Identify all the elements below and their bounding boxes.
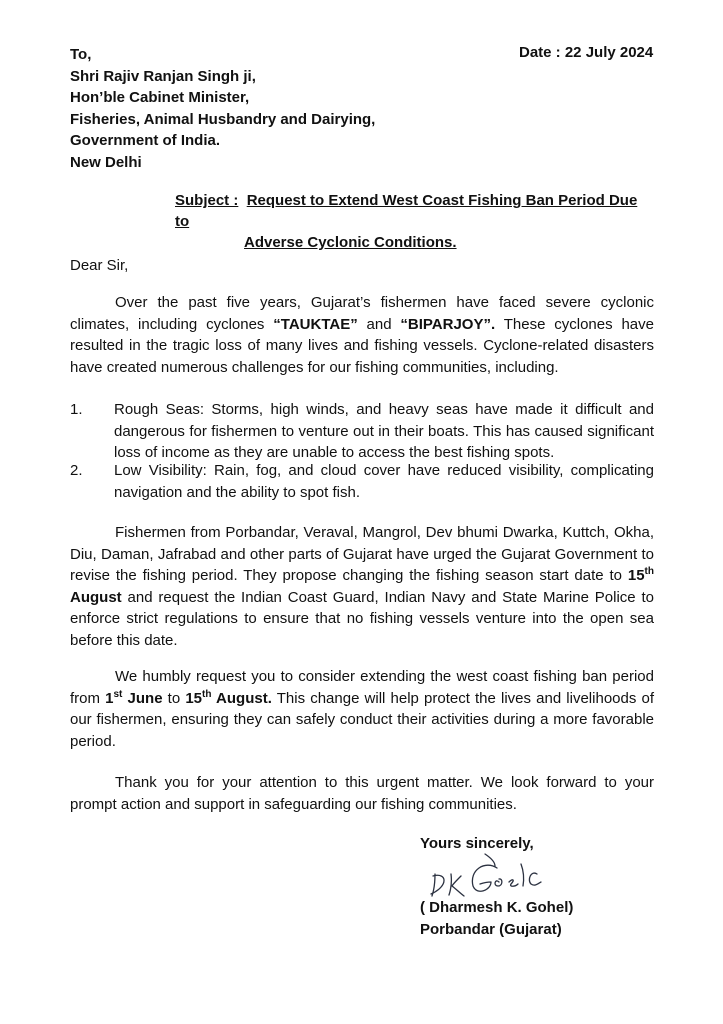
para1-text-a: Over the past five years, Gujarat’s fishermen have faced severe cyclonic climates, including cyclones: [70, 294, 654, 333]
month-name: August.: [211, 689, 272, 707]
subject-block: [175, 190, 655, 253]
ordinal-suffix: th: [644, 566, 654, 577]
recipient-title: Hon’ble Cabinet Minister,: [70, 89, 250, 106]
to-line: To,: [70, 46, 92, 63]
paragraph-1: [70, 292, 654, 378]
list-text: Rough Seas: Storms, high winds, and heavy seas have made it difficult and dangerous for fishermen to venture out in their boats. This has caused significant loss of income as they are unable to access the best fishing spots.: [114, 401, 654, 461]
day-number: 1: [105, 689, 114, 707]
day-number: 15: [185, 689, 203, 707]
closing: Yours sincerely,: [420, 835, 534, 852]
recipient-government: Government of India.: [70, 132, 221, 149]
recipient-city: New Delhi: [70, 153, 142, 171]
paragraph-3: [70, 666, 654, 752]
signatory-block: [420, 897, 573, 940]
cyclone-tauktae: “TAUKTAE”: [273, 315, 358, 333]
recipient-ministry: Fisheries, Animal Husbandry and Dairying,: [70, 110, 376, 128]
paragraph-2: [70, 522, 654, 651]
para3-text-e: This change will help protect the lives and livelihoods of our fishermen, ensuring they can safely conduct their activities during a more favorable period.: [70, 689, 654, 750]
month-name: June: [122, 689, 163, 707]
salutation: Dear Sir,: [70, 257, 129, 274]
ordinal-suffix: th: [202, 688, 212, 700]
cyclone-biparjoy: “BIPARJOY”.: [400, 315, 496, 333]
para3-text-a: We humbly request you to consider extending the west coast fishing ban period from: [70, 668, 654, 707]
para2-text-a: Fishermen from Porbandar, Veraval, Mangrol, Dev bhumi Dwarka, Kuttch, Okha, Diu, Daman, Jafrabad and other parts of Gujarat have urged the Gujarat Government to revise the fishing period. They propose changing the fishing season start date to: [70, 524, 654, 584]
list-number: 2.: [70, 462, 83, 479]
handwritten-signature: [425, 852, 555, 900]
list-number: 1.: [70, 401, 83, 418]
para1-text-c: and: [357, 315, 401, 333]
subject-line-2: Adverse Cyclonic Conditions.: [244, 234, 457, 251]
date-1st-june: [105, 690, 162, 707]
recipient-name: Shri Rajiv Ranjan Singh ji,: [70, 67, 256, 85]
signatory-place: Porbandar (Gujarat): [420, 920, 562, 938]
paragraph-4: Thank you for your attention to this urgent matter. We look forward to your prompt action and support in safeguarding our fishing communities.: [70, 774, 654, 813]
day-number: 15: [627, 567, 645, 584]
month-name: August: [70, 588, 122, 606]
list-text: Low Visibility: Rain, fog, and cloud cover have reduced visibility, complicating navigation and the ability to spot fish.: [114, 462, 654, 501]
para3-text-c: to: [162, 689, 186, 707]
list-item: [70, 460, 654, 503]
subject-label: Subject :: [175, 192, 239, 209]
para2-text-c: and request the Indian Coast Guard, Indian Navy and State Marine Police to enforce strict regulations to ensure that no fishing vessels venture into the open sea before this date.: [70, 588, 654, 649]
para1-text-e: These cyclones have resulted in the tragic loss of many lives and fishing vessels. Cyclone-related disasters have created numerous challenges for our fishing communities, including.: [70, 315, 654, 376]
ordinal-suffix: st: [113, 688, 123, 700]
list-item: [70, 399, 654, 464]
letter-date: Date : 22 July 2024: [519, 44, 654, 61]
signatory-name: ( Dharmesh K. Gohel): [420, 899, 574, 916]
subject-line-1: Request to Extend West Coast Fishing Ban Period Due to: [175, 192, 638, 230]
date-15th-august: [185, 690, 272, 707]
recipient-address: [70, 44, 375, 173]
